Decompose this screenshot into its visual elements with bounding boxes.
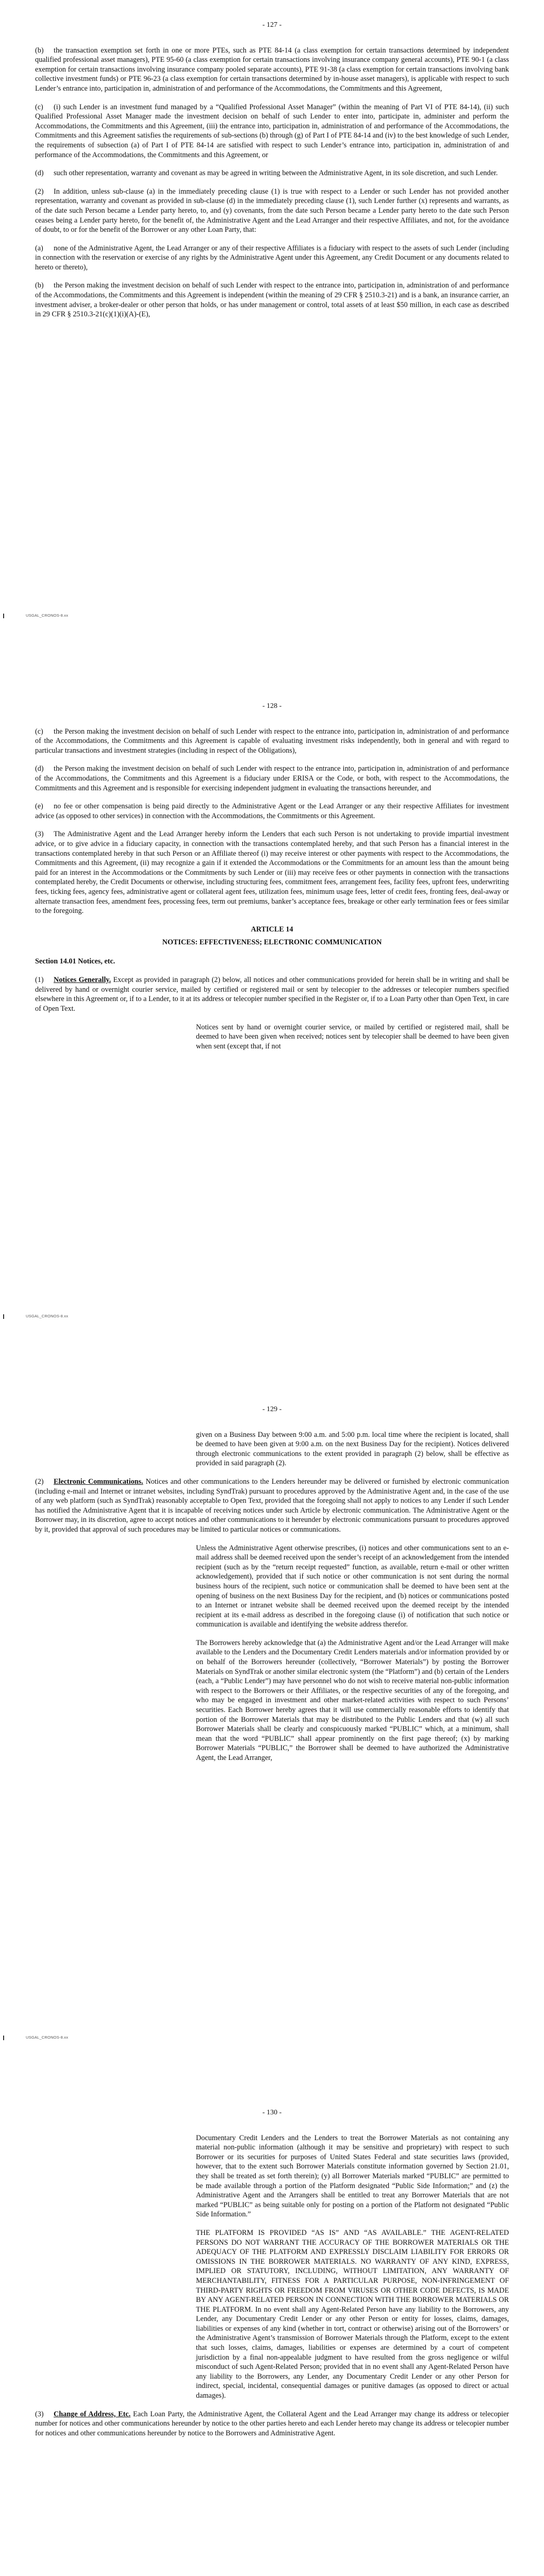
paragraph-3 (35, 829, 509, 916)
notice-title: Notices Generally. (54, 976, 111, 985)
para-label: (3) (35, 2410, 44, 2418)
para-text: Notices and other communications to the Lenders hereunder may be delivered or furnished by electronic communication (including e-mail and Internet or intranet websites, including SyndTrak) pursuant to procedures approved by the Administrative Agent and, in the case of the use of any web platform (such as SyndTrak) reasonably acceptable to Open Text, provided that the foregoing shall not apply to notices to any Lender if such Lender has notified the Administrative Agent that it is incapable of receiving notices under such Article by electronic communication. The Administrative Agent or the Borrower may, in its discretion, agree to accept notices and other communications to it hereunder by electronic communications pursuant to procedures approved by it, provided that approval of such procedures may be limited to particular notices or communications. (35, 1477, 509, 1534)
margin-bar (3, 2036, 4, 2040)
page-number: - 127 - (262, 21, 282, 29)
document-footer-code: USGAL_CRONOS-8.xx (3, 613, 68, 618)
para-text: The Administrative Agent and the Lead Arranger hereby inform the Lenders that each such Person is not undertaking to provide impartial investment advice, or to give advice in a fiduciary capacity, in connection with the transactions contemplated hereby, and that such Person has a financial interest in the transactions contemplated hereby in that such Person or an Affiliate thereof (i) may receive interest or other payments with respect to the Accommodations, the Commitments and this Agreement, (ii) may recognize a gain if it extended the Accommodations or the Commitments for an amount less than the amount being paid for an interest in the Accommodations or the Commitments by such Lender or (iii) may receive fees or other payments in connection with the transactions contemplated hereby, the Credit Documents or otherwise, including structuring fees, commitment fees, arrangement fees, facility fees, upfront fees, underwriting fees, ticking fees, agency fees, administrative agent or collateral agent fees, utilization fees, minimum usage fees, letter of credit fees, fronting fees, deal-away or alternate transaction fees, amendment fees, processing fees, term out premiums, banker’s acceptance fees, breakage or other early termination fees or fees similar to the foregoing. (35, 830, 509, 916)
indented-paragraph: Unless the Administrative Agent otherwise prescribes, (i) notices and other communications sent to an e-mail address shall be deemed received upon the sender’s receipt of an acknowledgement from the intended recipient (such as by the “return receipt requested” function, as available, return e-mail or other written acknowledgement), provided that if such notice or other communication is not sent during the normal business hours of the recipient, such notice or communication shall be deemed to have been sent at the opening of business on the next Business Day for the recipient, and (b) notices or communications posted to an Internet or intranet website shall be deemed received upon the deemed receipt by the intended recipient at its e-mail address as described in the foregoing clause (i) of notification that such notice or communication is available and identifying the website address therefor. (196, 1544, 509, 1629)
para-text: none of the Administrative Agent, the Lead Arranger or any of their respective Affiliates is a fiduciary with respect to the assets of such Lender (including in connection with the reservation or exercise of any rights by the Administrative Agent under this Agreement, any Credit Document or any documents related to hereto or thereto), (35, 244, 509, 272)
para-text: the Person making the investment decision on behalf of such Lender with respect to the entrance into, participation in, administration of and performance of the Accommodations, the Commitments and this Agreement is a fiduciary under ERISA or the Code, or both, with respect to the Accommodations, the Commitments and this Agreement and is responsible for exercising independent judgment in evaluating the transactions hereunder, and (35, 765, 509, 792)
notice-indented-paragraph: Notices sent by hand or overnight courier service, or mailed by certified or registered mail, shall be deemed to have been given when received; notices sent by telecopier shall be deemed to have been given when sent (except that, if not (196, 1023, 509, 1050)
indented-paragraph: The Borrowers hereby acknowledge that (a) the Administrative Agent and/or the Lead Arranger will make available to the Lenders and the Documentary Credit Lenders materials and/or information provided by or on behalf of the Borrowers hereunder (collectively, “Borrower Materials”) by posting the Borrower Materials on SyndTrak or another similar electronic system (the “Platform”) and (b) certain of the Lenders (each, a “Public Lender”) may have personnel who do not wish to receive material non-public information with respect to the Borrowers or their Affiliates, or the respective securities of any of the foregoing, and who may be engaged in investment and other market-related activities with respect to such Persons’ securities. Each Borrower hereby agrees that it will use commercially reasonable efforts to identify that portion of the Borrower Materials that may be distributed to the Public Lenders and that (w) all such Borrower Materials shall be clearly and conspicuously marked “PUBLIC” which, at a minimum, shall mean that the word “PUBLIC” shall appear prominently on the first page thereof; (x) by marking Borrower Materials “PUBLIC,” the Borrower shall be deemed to have authorized the Administrative Agent, the Lead Arranger, (196, 1638, 509, 1762)
paragraph-a (35, 244, 509, 273)
paragraph-d (35, 764, 509, 793)
para-text: the Person making the investment decision on behalf of such Lender with respect to the entrance into, participation in, administration of and performance of the Accommodations, the Commitments and this Agreement is capable of evaluating investment risks independently, both in general and with regard to particular transactions and investment strategies (including in respect of the Obligations), (35, 727, 509, 755)
document-footer-code: USGAL_CRONOS-8.xx (3, 1314, 68, 1319)
para-label: (1) (35, 976, 44, 985)
para-label: (2) (35, 187, 44, 196)
para-label: (c) (35, 727, 43, 736)
para-label: (d) (35, 765, 44, 773)
para-text: the transaction exemption set forth in one or more PTEs, such as PTE 84-14 (a class exemption for certain transactions determined by independent qualified professional asset managers), PTE 95-60 (a class exemption for certain transactions involving insurance company general accounts), PTE 90-1 (a class exemption for certain transactions involving insurance company pooled separate accounts), PTE 91-38 (a class exemption for certain transactions involving bank collective investment funds) or PTE 96-23 (a class exemption for certain transactions determined by in-house asset managers), is applicable with respect to such Lender’s entrance into, participation in, administration of and performance of the Accommodations, the Commitments and this Agreement, (35, 46, 509, 93)
document-footer-code: USGAL_CRONOS-8.xx (3, 2035, 68, 2040)
para-label: (e) (35, 802, 43, 811)
electronic-title: Electronic Communications. (54, 1477, 143, 1486)
article-title: NOTICES: EFFECTIVENESS; ELECTRONIC COMMUNICATION (162, 938, 382, 946)
margin-bar (3, 1314, 4, 1319)
page-129 (0, 1405, 544, 1772)
para-text: (i) such Lender is an investment fund managed by a “Qualified Professional Asset Manager” (within the meaning of Part VI of PTE 84-14), (ii) such Qualified Professional Asset Manager made the investment decision on behalf of such Lender to enter into, participate in, administer and perform the Accommodations, the Commitments and this Agreement, (iii) the entrance into, participation in, administration of and performance of the Accommodations, the Commitments and this Agreement satisfies the requirements of sub-sections (b) through (g) of Part I of PTE 84-14 and (iv) to the best knowledge of such Lender, the requirements of subsection (a) of Part I of PTE 84-14 are satisfied with respect to such Lender’s entrance into, participation in, administration of and performance of the Accommodations, the Commitments and this Agreement, or (35, 103, 509, 159)
paragraph-e (35, 802, 509, 821)
margin-bar (3, 614, 4, 618)
para-text: Each Loan Party, the Administrative Agent, the Collateral Agent and the Lead Arranger may change its address or telecopier number for notices and other communications hereunder by notice to the other parties hereto and each Lender hereto may change its address or telecopier number for notices and other communications hereunder by notice to the Borrowers and Administrative Agent. (35, 2410, 509, 2437)
para-label: (c) (35, 103, 43, 111)
disclaimer-paragraph: THE PLATFORM IS PROVIDED “AS IS” AND “AS AVAILABLE.” THE AGENT-RELATED PERSONS DO NOT WARRANT THE ACCURACY OF THE BORROWER MATERIALS OR THE ADEQUACY OF THE PLATFORM AND EXPRESSLY DISCLAIM LIABILITY FOR ERRORS OR OMISSIONS IN THE BORROWER MATERIALS. NO WARRANTY OF ANY KIND, EXPRESS, IMPLIED OR STATUTORY, INCLUDING, WITHOUT LIMITATION, ANY WARRANTY OF MERCHANTABILITY, FITNESS FOR A PARTICULAR PURPOSE, NON-INFRINGEMENT OF THIRD-PARTY RIGHTS OR FREEDOM FROM VIRUSES OR OTHER CODE DEFECTS, IS MADE BY ANY AGENT-RELATED PERSON IN CONNECTION WITH THE BORROWER MATERIALS OR THE PLATFORM. In no event shall any Agent-Related Person have any liability to the Borrowers, any Lender, any Documentary Credit Lender or any other Person or entity for losses, claims, damages, liabilities or expenses of any kind (whether in tort, contract or otherwise) arising out of the Borrowers’ or the Administrative Agent’s transmission of Borrower Materials through the Platform, except to the extent that such losses, claims, damages, liabilities or expenses are determined by a court of competent jurisdiction by a final non-appealable judgment to have resulted from the gross negligence or wilful misconduct of such Agent-Related Person; provided that in no event shall any Agent-Related Person have any liability to the Borrowers, any Lender, any Documentary Credit Lender or any other Person for indirect, special, incidental, consequential damages or punitive damages (as opposed to direct or actual damages). (196, 2228, 509, 2400)
page-128 (0, 702, 544, 1060)
page-number: - 130 - (262, 2109, 282, 2116)
paragraph-d (35, 168, 509, 178)
para-text: such other representation, warranty and covenant as may be agreed in writing between the Administrative Agent, in its sole discretion, and such Lender. (54, 169, 498, 178)
para-text: no fee or other compensation is being paid directly to the Administrative Agent or the Lead Arranger or any their respective Affiliates for investment advice (as opposed to other services) in connection with the Accommodations, the Commitments or this Agreement. (35, 802, 509, 820)
indented-paragraph: Documentary Credit Lenders and the Lenders to treat the Borrower Materials as not containing any material non-public information (although it may be sensitive and proprietary) with respect to such Borrower or its securities for purposes of United States Federal and state securities laws (provided, however, that to the extent such Borrower Materials constitute information governed by Section 21.01, they shall be treated as set forth therein); (y) all Borrower Materials marked “PUBLIC” are permitted to be made available through a portion of the Platform designated “Public Side Information;” and (z) the Administrative Agent and the Arrangers shall be entitled to treat any Borrower Materials that are not marked “PUBLIC” as being suitable only for posting on a portion of the Platform not designated “Public Side Information.” (196, 2133, 509, 2219)
paragraph-b (35, 46, 509, 94)
continued-indented-paragraph: given on a Business Day between 9:00 a.m. and 5:00 p.m. local time where the recipient is located, shall be deemed to have been given at 9:00 a.m. on the next Business Day for the recipient). Notices delivered through electronic communications to the extent provided in paragraph (2) below, shall be effective as provided in said paragraph (2). (196, 1430, 509, 1468)
para-label: (a) (35, 244, 43, 252)
change-of-address-paragraph (35, 2410, 509, 2438)
page-130 (0, 2108, 544, 2447)
article-heading: ARTICLE 14 (251, 925, 293, 934)
paragraph-c (35, 103, 509, 160)
para-label: (d) (35, 169, 44, 178)
page-number: - 128 - (262, 702, 282, 710)
para-label: (2) (35, 1477, 44, 1486)
paragraph-c (35, 727, 509, 756)
electronic-communications-paragraph (35, 1477, 509, 1535)
para-label: (b) (35, 46, 44, 55)
paragraph-b2 (35, 281, 509, 319)
page-127 (0, 21, 544, 328)
para-label: (3) (35, 830, 44, 839)
change-title: Change of Address, Etc. (54, 2410, 131, 2418)
paragraph-2 (35, 187, 509, 235)
para-text: In addition, unless sub-clause (a) in the immediately preceding clause (1) is true with respect to a Lender or such Lender has not provided another representation, warranty and covenant as provided in sub-clause (d) in the immediately preceding clause (1), such Lender further (x) represents and warrants, as of the date such Person became a Lender party hereto, to, and (y) covenants, from the date such Person became a Lender party hereto to the date such Person ceases being a Lender party hereto, for the benefit of, the Administrative Agent and the Lead Arranger and their respective Affiliates, and not, for the avoidance of doubt, to or for the benefit of the Borrower or any other Loan Party, that: (35, 187, 509, 234)
para-text: the Person making the investment decision on behalf of such Lender with respect to the entrance into, participation in, administration of and performance of the Accommodations, the Commitments and this Agreement is independent (within the meaning of 29 CFR § 2510.3-21) and is a bank, an insurance carrier, an investment adviser, a broker-dealer or other person that holds, or has under management or control, total assets of at least $50 million, in each case as described in 29 CFR § 2510.3-21(c)(1)(i)(A)-(E), (35, 281, 509, 319)
notices-generally-paragraph (35, 975, 509, 1013)
page-number: - 129 - (262, 1405, 282, 1413)
para-text: Except as provided in paragraph (2) below, all notices and other communications provided for herein shall be in writing and shall be delivered by hand or overnight courier service, mailed by certified or registered mail or sent by telecopier to the addresses or telecopier numbers specified elsewhere in this Agreement or, if to a Lender, to it at its address or telecopier number specified in the Register or, if to a Loan Party other than Open Text, in care of Open Text. (35, 976, 509, 1013)
para-label: (b) (35, 281, 44, 290)
section-heading: Section 14.01 Notices, etc. (35, 957, 116, 965)
